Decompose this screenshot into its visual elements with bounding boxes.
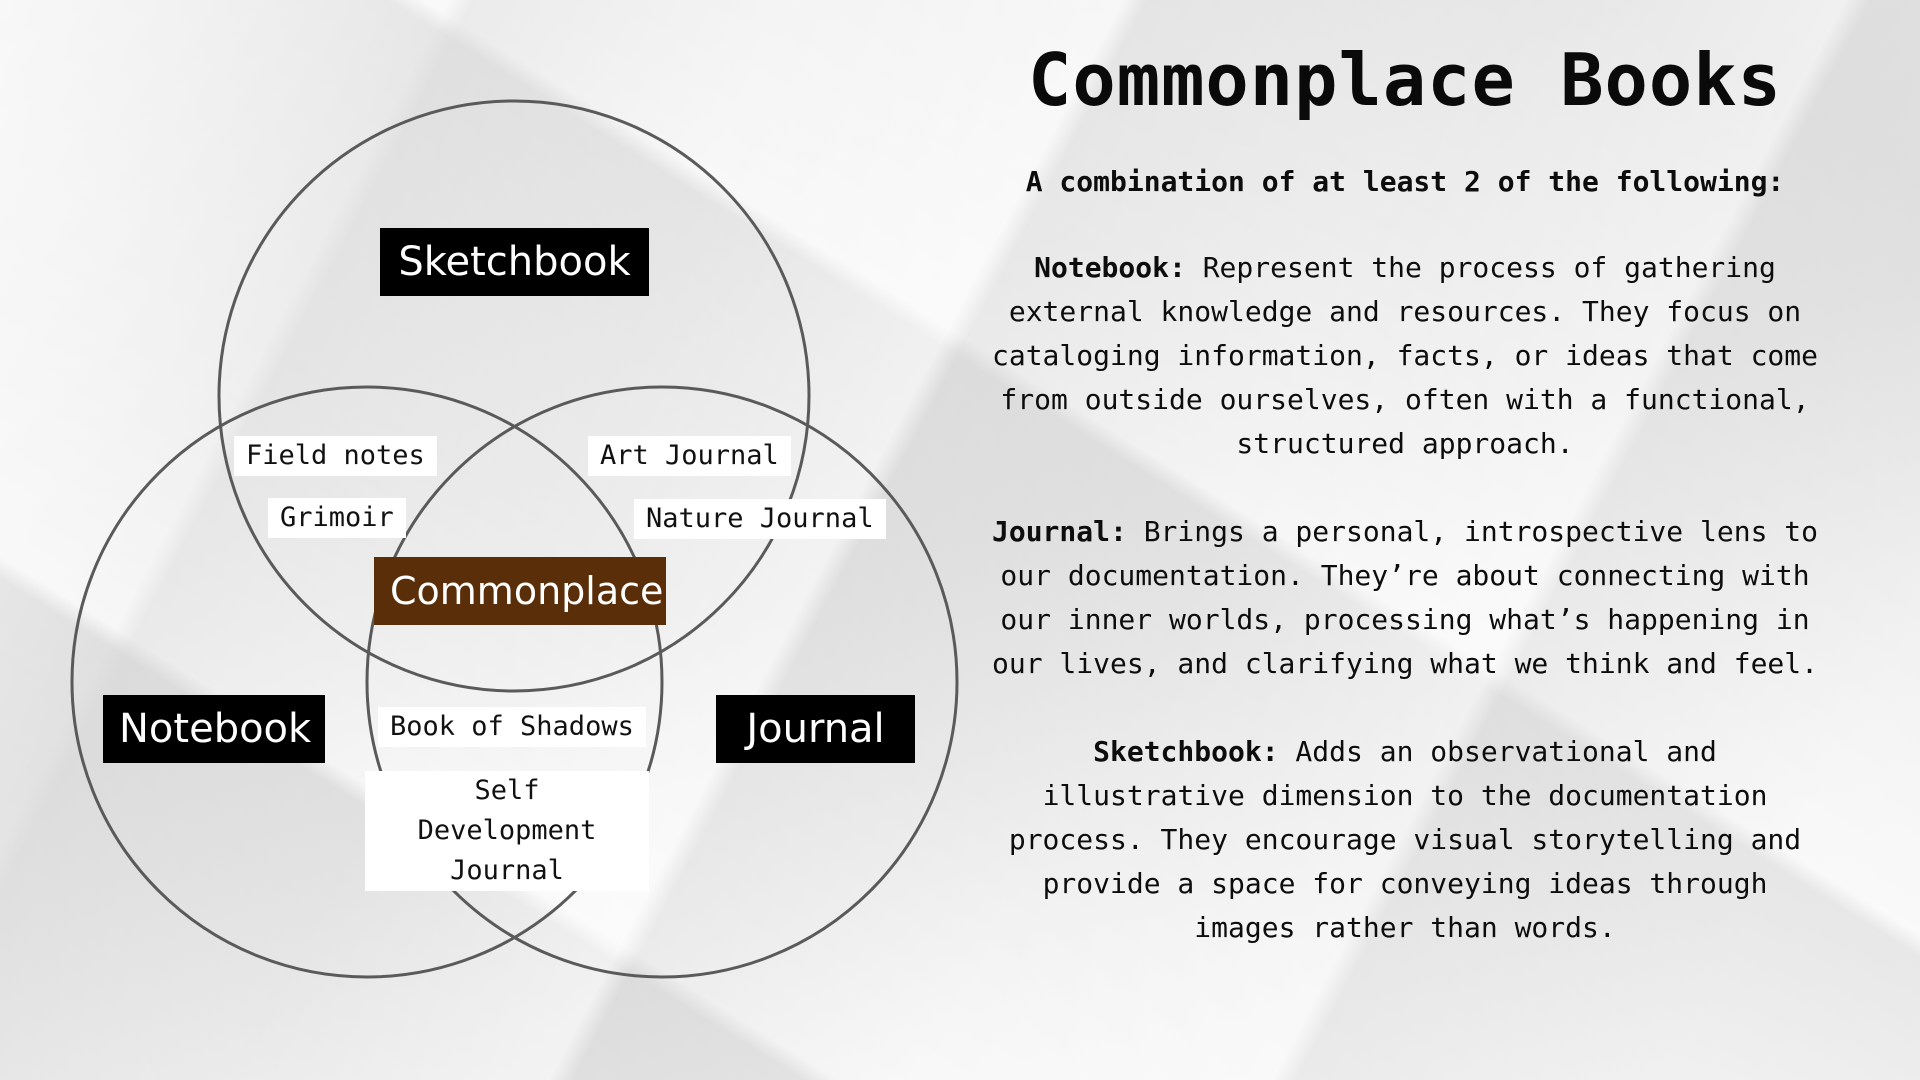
overlap-label-book-of-shadows: Book of Shadows: [378, 707, 646, 747]
overlap-label-self-development-journal: Self Development Journal: [365, 771, 649, 891]
page-title: Commonplace Books: [1028, 38, 1782, 122]
overlap-label-nature-journal: Nature Journal: [634, 499, 886, 539]
commonplace-center-tag: Commonplace: [374, 557, 666, 625]
notebook-term: Notebook:: [1034, 251, 1186, 284]
notebook-description: Represent the process of gathering external knowledge and resources. They focus on cataloging information, facts, or ideas that come from outside ourselves, often with a functional, structured approach.: [991, 251, 1818, 460]
intro-line: A combination of at least 2 of the following:: [1025, 165, 1785, 198]
notebook-definition: [990, 246, 1820, 466]
sketchbook-tag: Sketchbook: [380, 228, 649, 296]
notebook-tag: Notebook: [103, 695, 325, 763]
overlap-label-art-journal: Art Journal: [588, 436, 791, 476]
overlap-label-grimoir: Grimoir: [268, 498, 406, 538]
journal-term: Journal:: [991, 515, 1127, 548]
sketchbook-description: Adds an observational and illustrative dimension to the documentation process. They encourage visual storytelling and provide a space for conveying ideas through images rather than words.: [1008, 735, 1802, 944]
sketchbook-definition: [990, 730, 1820, 950]
overlap-label-field-notes: Field notes: [234, 436, 437, 476]
journal-definition: [990, 510, 1820, 686]
text-panel: [990, 30, 1820, 950]
journal-description: Brings a personal, introspective lens to our documentation. They’re about connecting with our inner worlds, processing what’s happening in our lives, and clarifying what we think and feel.: [991, 515, 1818, 680]
sketchbook-term: Sketchbook:: [1093, 735, 1279, 768]
journal-tag: Journal: [716, 695, 915, 763]
